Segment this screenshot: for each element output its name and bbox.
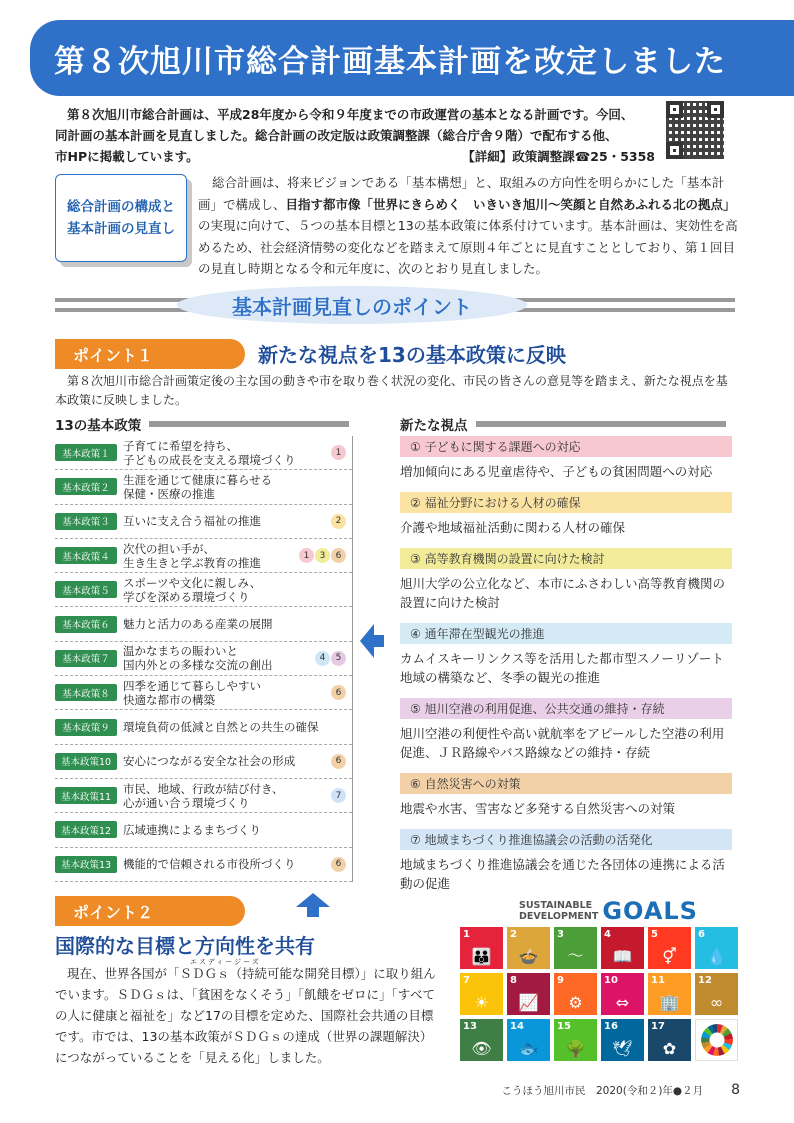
policy-line-1: 安心につながる安全な社会の形成 bbox=[123, 754, 296, 769]
policy-badge: 基本政策12 bbox=[55, 821, 117, 838]
points-banner bbox=[55, 286, 735, 326]
sdg-goal-17-tile bbox=[648, 1019, 691, 1061]
policy-line-1: 生涯を通じて健康に暮らせる bbox=[123, 472, 273, 487]
policy-badge: 基本政策13 bbox=[55, 856, 117, 873]
sdg-goal-11-tile bbox=[648, 973, 691, 1015]
policy-row bbox=[55, 505, 352, 539]
policy-line-2: 子どもの成長を支える環境づくり bbox=[123, 452, 296, 467]
sdg-goal-8-tile bbox=[507, 973, 550, 1015]
section-label-line-1: 総合計画の構成と bbox=[67, 199, 175, 215]
viewpoint-number-badge: 7 bbox=[331, 788, 346, 803]
sdg-goal-icon: ⇔ bbox=[615, 993, 630, 1012]
page-number: 8 bbox=[731, 1082, 740, 1098]
viewpoint-number-badge: 2 bbox=[331, 514, 346, 529]
viewpoint-list bbox=[400, 436, 732, 904]
sdg-goal-icon: 💧 bbox=[706, 947, 727, 966]
policy-badge: 基本政策11 bbox=[55, 787, 117, 804]
sdg-goal-number: 11 bbox=[651, 975, 665, 986]
policy-line-2: 学びを深める環境づくり bbox=[123, 589, 250, 604]
sdg-goal-3-tile bbox=[554, 927, 597, 969]
sdg-goal-number: 4 bbox=[604, 929, 611, 940]
policy-line-2: 心が通い合う環境づくり bbox=[123, 795, 250, 810]
viewpoint-number-badge: 1 bbox=[331, 445, 346, 460]
qr-code-icon[interactable] bbox=[666, 101, 724, 159]
footer bbox=[480, 1082, 740, 1098]
sdgs-grid bbox=[460, 927, 734, 1061]
sdgs-logo bbox=[519, 897, 698, 925]
sdg-goal-4-tile bbox=[601, 927, 644, 969]
viewpoint-item bbox=[400, 623, 732, 687]
sdg-goal-number: 10 bbox=[604, 975, 618, 986]
sdgs-logo-line-1: SUSTAINABLE bbox=[519, 900, 593, 911]
sdg-goal-2-tile bbox=[507, 927, 550, 969]
sdgs-ruby: エスディージーズ bbox=[190, 958, 261, 966]
overview-part-1: 総合計画は、将来ビジョンである「基本構想」と、取組みの方向性を明らかにした「基本計画」で構成し、 bbox=[198, 175, 725, 212]
policy-text bbox=[123, 679, 331, 707]
policy-row bbox=[55, 813, 352, 847]
policy-line-1: 魅力と活力のある産業の展開 bbox=[123, 617, 273, 632]
sdgs-logo-goals: GOALS bbox=[602, 897, 698, 925]
policy-badge: 基本政策10 bbox=[55, 753, 117, 770]
sdg-goal-number: 2 bbox=[510, 929, 517, 940]
sdg-goal-16-tile bbox=[601, 1019, 644, 1061]
viewpoint-item bbox=[400, 773, 732, 818]
sdg-goal-number: 8 bbox=[510, 975, 517, 986]
intro-line-1: 第８次旭川市総合計画は、平成28年度から令和９年度までの市政運営の基本となる計画です。今回、 bbox=[67, 107, 634, 122]
policy-links bbox=[331, 857, 346, 872]
sdg-goal-number: 5 bbox=[651, 929, 658, 940]
sdg-goal-icon: 🏢 bbox=[659, 993, 680, 1012]
policy-links bbox=[299, 548, 346, 563]
policy-badge: 基本政策１ bbox=[55, 444, 117, 461]
arrow-left-icon bbox=[360, 624, 374, 658]
policy-row bbox=[55, 539, 352, 573]
policy-row bbox=[55, 745, 352, 779]
policy-text bbox=[123, 473, 346, 501]
policy-line-1: 機能的で信頼される市役所づくり bbox=[123, 857, 296, 872]
sdg-goal-7-tile bbox=[460, 973, 503, 1015]
viewpoint-number-badge: 6 bbox=[331, 685, 346, 700]
policy-text bbox=[123, 576, 346, 604]
policy-badge: 基本政策３ bbox=[55, 513, 117, 530]
policy-row bbox=[55, 779, 352, 813]
viewpoint-body: 地震や水害、雪害など多発する自然災害への対策 bbox=[400, 801, 676, 816]
policy-line-1: 互いに支え合う福祉の推進 bbox=[123, 514, 261, 529]
policy-badge: 基本政策９ bbox=[55, 719, 117, 736]
arrow-up-icon bbox=[296, 893, 330, 907]
policy-line-1: 広域連携によるまちづくり bbox=[123, 822, 261, 837]
policy-text bbox=[123, 754, 331, 768]
sdg-goal-number: 15 bbox=[557, 1021, 571, 1032]
sdg-goal-6-tile bbox=[695, 927, 738, 969]
viewpoint-number-badge: 6 bbox=[331, 857, 346, 872]
policy-text bbox=[123, 617, 346, 631]
viewpoint-heading: ⑥ 自然災害への対策 bbox=[400, 773, 732, 794]
viewpoint-item bbox=[400, 436, 732, 481]
sdg-goal-number: 17 bbox=[651, 1021, 665, 1032]
sdg-goal-5-tile bbox=[648, 927, 691, 969]
policy-line-1: 温かなまちの賑わいと bbox=[123, 644, 238, 659]
viewpoints-heading bbox=[400, 414, 732, 434]
sdg-goal-icon: ✿ bbox=[662, 1039, 677, 1058]
policy-line-1: 子育てに希望を持ち、 bbox=[123, 438, 238, 453]
sdg-goal-icon: 👁 bbox=[471, 1039, 492, 1058]
sdg-goal-icon: ∞ bbox=[709, 993, 724, 1012]
policy-row bbox=[55, 642, 352, 676]
viewpoint-number-badge: 4 bbox=[315, 651, 330, 666]
policy-text bbox=[123, 782, 331, 810]
sdg-goal-14-tile bbox=[507, 1019, 550, 1061]
policy-badge: 基本政策２ bbox=[55, 478, 117, 495]
sdg-goal-number: 1 bbox=[463, 929, 470, 940]
sdg-goal-icon: 📖 bbox=[612, 947, 633, 966]
policy-row bbox=[55, 607, 352, 641]
point-2-description: 現在、世界各国が「ＳＤＧｓ（持続可能な開発目標）」に取り組んでいます。ＳＤＧｓは、「貧困をなくそう」「飢餓をゼロに」「すべての人に健康と福祉を」など17の目標を定めた、国際社会共通の目標です。市では、13の基本政策がＳＤＧｓの達成（世界の課題解決）につながっていることを「見える化」しました。 bbox=[55, 966, 436, 1065]
viewpoint-number-badge: 6 bbox=[331, 754, 346, 769]
viewpoint-heading: ⑤ 旭川空港の利用促進、公共交通の維持・存続 bbox=[400, 698, 732, 719]
point-1-description: 第８次旭川市総合計画策定後の主な国の動きや市を取り巻く状況の変化、市民の皆さんの意見等を踏まえ、新たな視点を基本政策に反映しました。 bbox=[55, 374, 728, 407]
policy-line-1: スポーツや文化に親しみ、 bbox=[123, 575, 262, 590]
sdg-goal-number: 7 bbox=[463, 975, 470, 986]
policy-links bbox=[331, 788, 346, 803]
policy-list bbox=[55, 436, 353, 882]
overview-part-2: の実現に向けて、５つの基本目標と13の基本政策に体系付けています。基本計画は、実効性を高めるため、社会経済情勢の変化などを踏まえて原則４年ごとに見直すこととしており、第１回目の見直し時期となる令和元年度に、次のとおり見直しました。 bbox=[198, 218, 738, 276]
viewpoint-body: 介護や地域福祉活動に関わる人材の確保 bbox=[400, 520, 626, 535]
policy-text bbox=[123, 514, 331, 528]
viewpoint-heading: ④ 通年滞在型観光の推進 bbox=[400, 623, 732, 644]
contact-detail: 【詳細】政策調整課☎25・5358 bbox=[462, 149, 655, 164]
viewpoint-body: カムイスキーリンクス等を活用した都市型スノーリゾート地域の構築など、冬季の観光の推進 bbox=[400, 651, 724, 685]
sdg-goal-icon: 👪 bbox=[471, 947, 492, 966]
viewpoint-body: 旭川大学の公立化など、本市にふさわしい高等教育機関の設置に向けた検討 bbox=[400, 576, 726, 610]
sdg-goal-number: 3 bbox=[557, 929, 564, 940]
viewpoint-number-badge: 5 bbox=[331, 651, 346, 666]
viewpoints-heading-text: 新たな視点 bbox=[400, 418, 468, 434]
policy-row bbox=[55, 573, 352, 607]
sdg-goal-icon: ⚥ bbox=[662, 947, 677, 966]
policy-row bbox=[55, 470, 352, 504]
viewpoint-body: 旭川空港の利便性や高い就航率をアピールした空港の利用促進、ＪＲ路線やバス路線などの維持・存続 bbox=[400, 726, 725, 760]
viewpoint-item bbox=[400, 548, 732, 612]
viewpoint-body: 増加傾向にある児童虐待や、子どもの貧困問題への対応 bbox=[400, 464, 713, 479]
sdg-goal-icon: ☀ bbox=[474, 993, 489, 1012]
policy-badge: 基本政策８ bbox=[55, 684, 117, 701]
policy-links bbox=[331, 685, 346, 700]
sdg-goal-icon: 🕊 bbox=[612, 1039, 633, 1058]
policy-badge: 基本政策４ bbox=[55, 547, 117, 564]
section-label-line-2: 基本計画の見直し bbox=[67, 221, 175, 237]
policy-text bbox=[123, 823, 346, 837]
intro-text bbox=[55, 104, 655, 167]
policy-line-1: 次代の担い手が、 bbox=[123, 541, 215, 556]
policy-links bbox=[315, 651, 346, 666]
viewpoint-number-badge: 3 bbox=[315, 548, 330, 563]
policy-text bbox=[123, 644, 315, 672]
sdg-goal-icon: 〜 bbox=[567, 946, 584, 965]
sdg-goal-icon: 🐟 bbox=[518, 1039, 539, 1058]
intro-line-2: 同計画の基本計画を見直しました。総合計画の改定版は政策調整課（総合庁舎９階）で配布する他、 bbox=[55, 128, 618, 143]
sdg-goal-10-tile bbox=[601, 973, 644, 1015]
policy-links bbox=[331, 754, 346, 769]
sdg-goal-number: 16 bbox=[604, 1021, 618, 1032]
sdg-goal-icon: 🍲 bbox=[518, 947, 539, 966]
sdg-goal-1-tile bbox=[460, 927, 503, 969]
policies-heading bbox=[55, 414, 353, 434]
sdgs-logo-line-2: DEVELOPMENT bbox=[519, 911, 599, 922]
intro-line-3: 市HPに掲載しています。 bbox=[55, 149, 199, 164]
policy-text bbox=[123, 720, 346, 734]
overview-vision: 目指す都市像「世界にきらめく いきいき旭川～笑顔と自然あふれる北の拠点」 bbox=[285, 196, 736, 212]
policy-row bbox=[55, 848, 352, 882]
policy-line-1: 四季を通じて暮らしやすい bbox=[123, 678, 261, 693]
policy-row bbox=[55, 436, 352, 470]
point-1-tag: ポイント１ bbox=[55, 339, 245, 369]
policy-links bbox=[331, 445, 346, 460]
policy-line-2: 生き生きと学ぶ教育の推進 bbox=[123, 555, 261, 570]
sdg-goal-icon: 🌳 bbox=[565, 1039, 586, 1058]
policy-links bbox=[331, 514, 346, 529]
viewpoint-item bbox=[400, 829, 732, 893]
policy-badge: 基本政策５ bbox=[55, 581, 117, 598]
viewpoint-heading: ⑦ 地域まちづくり推進協議会の活動の活発化 bbox=[400, 829, 732, 850]
policy-line-2: 快適な都市の構築 bbox=[123, 692, 215, 707]
point-2-title: 国際的な目標と方向性を共有 bbox=[55, 934, 315, 958]
policy-line-2: 保健・医療の推進 bbox=[123, 486, 215, 501]
policy-line-2: 国内外との多様な交流の創出 bbox=[123, 658, 273, 673]
sdg-goal-number: 13 bbox=[463, 1021, 477, 1032]
footer-publication: こうほう旭川市民 2020(令和２)年●２月 bbox=[501, 1084, 704, 1097]
sdg-goal-number: 6 bbox=[698, 929, 705, 940]
viewpoint-number-badge: 6 bbox=[331, 548, 346, 563]
sdg-goal-number: 12 bbox=[698, 975, 712, 986]
overview-paragraph bbox=[198, 172, 738, 280]
sdg-goal-number: 9 bbox=[557, 975, 564, 986]
sdg-goal-icon: ⚙ bbox=[568, 993, 583, 1012]
sdgs-wheel-icon bbox=[695, 1019, 738, 1061]
sdg-goal-13-tile bbox=[460, 1019, 503, 1061]
sdg-goal-number: 14 bbox=[510, 1021, 524, 1032]
policy-line-1: 環境負荷の低減と自然との共生の確保 bbox=[123, 720, 319, 735]
policy-line-1: 市民、地域、行政が結び付き、 bbox=[123, 781, 284, 796]
sdg-goal-icon: 📈 bbox=[518, 993, 539, 1012]
sdg-goal-12-tile bbox=[695, 973, 738, 1015]
sdg-goal-9-tile bbox=[554, 973, 597, 1015]
viewpoint-heading: ① 子どもに関する課題への対応 bbox=[400, 436, 732, 457]
viewpoint-item bbox=[400, 492, 732, 537]
viewpoint-heading: ② 福祉分野における人材の確保 bbox=[400, 492, 732, 513]
policy-text bbox=[123, 542, 299, 570]
points-banner-title: 基本計画見直しのポイント bbox=[177, 286, 527, 324]
point-1-title: 新たな視点を13の基本政策に反映 bbox=[258, 343, 566, 367]
policy-text bbox=[123, 439, 331, 467]
point-2-tag: ポイント２ bbox=[55, 896, 245, 926]
policy-badge: 基本政策６ bbox=[55, 616, 117, 633]
policy-row bbox=[55, 710, 352, 744]
policy-text bbox=[123, 857, 331, 871]
sdg-goal-15-tile bbox=[554, 1019, 597, 1061]
policy-badge: 基本政策７ bbox=[55, 650, 117, 667]
page-title: 第８次旭川市総合計画基本計画を改定しました bbox=[30, 20, 794, 96]
section-label-box bbox=[55, 174, 187, 262]
viewpoint-item bbox=[400, 698, 732, 762]
policy-row bbox=[55, 676, 352, 710]
viewpoint-number-badge: 1 bbox=[299, 548, 314, 563]
policies-heading-text: 13の基本政策 bbox=[55, 418, 142, 434]
viewpoint-heading: ③ 高等教育機関の設置に向けた検討 bbox=[400, 548, 732, 569]
viewpoint-body: 地域まちづくり推進協議会を通じた各団体の連携による活動の促進 bbox=[400, 857, 725, 891]
